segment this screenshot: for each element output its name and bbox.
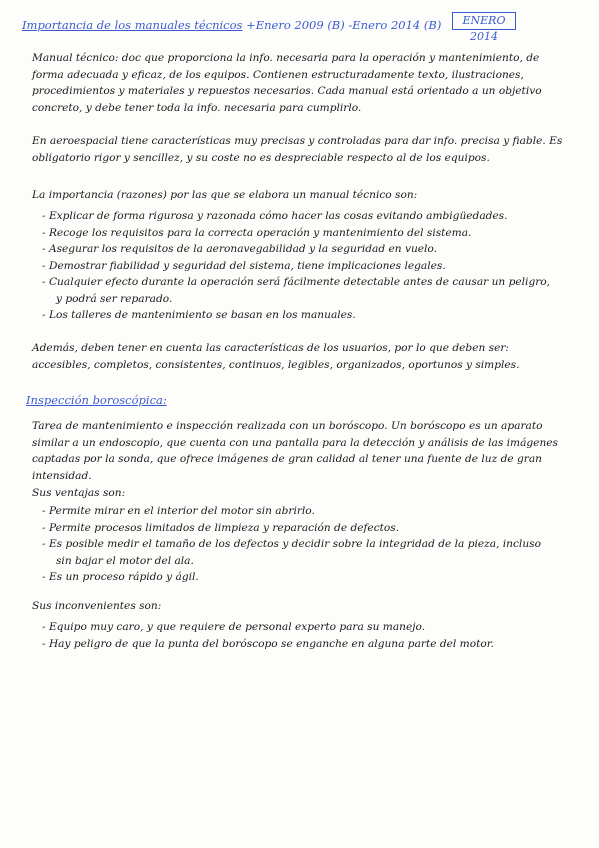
section-title: Inspección boroscópica: xyxy=(26,393,167,407)
intro-paragraph-1: Manual técnico: doc que proporciona la info. necesaria para la operación y mantenimiento, de forma adecuada y eficaz, de los equipos. Contienen estructuradamente texto, ilustraciones, procedimientos y materiales y repuestos necesarios. Cada manual está orientado a un objetivo concreto, y debe tener toda la info. necesaria para cumplirlo. xyxy=(32,52,542,114)
page-header xyxy=(22,18,441,32)
list-item: - Permite mirar en el interior del motor sin abrirlo. xyxy=(42,505,315,517)
list-item: - Cualquier efecto durante la operación será fácilmente detectable antes de causar un peligro, xyxy=(42,276,551,288)
list-item: - Es posible medir el tamaño de los defectos y decidir sobre la integridad de la pieza, incluso xyxy=(42,538,541,550)
closing-paragraph: Además, deben tener en cuenta las características de los usuarios, por lo que deben ser: accesibles, completos, consistentes, continuos, legibles, organizados, oportunos y simples. xyxy=(32,342,520,371)
list-item: - Equipo muy caro, y que requiere de personal experto para su manejo. xyxy=(42,621,426,633)
exam-references: +Enero 2009 (B) -Enero 2014 (B) xyxy=(246,18,442,32)
borescope-paragraph: Tarea de mantenimiento e inspección realizada con un boróscopo. Un boróscopo es un aparato similar a un endoscopio, que cuenta con una pantalla para la detección y análisis de las imágenes captadas por la sonda, que ofrece imágenes de gran calidad al tener una fuente de luz de gran intensidad. xyxy=(32,420,558,482)
reasons-list xyxy=(42,208,572,324)
date-label: ENERO 2014 xyxy=(452,12,516,30)
list-item: - Los talleres de mantenimiento se basan en los manuales. xyxy=(42,309,356,321)
page-title: Importancia de los manuales técnicos xyxy=(22,18,243,32)
advantages-title: Sus ventajas son: xyxy=(32,487,126,499)
list-item: y podrá ser reparado. xyxy=(56,292,173,305)
disadvantages-list xyxy=(42,619,572,652)
list-item: - Es un proceso rápido y ágil. xyxy=(42,571,199,583)
list-item: - Asegurar los requisitos de la aeronavegabilidad y la seguridad en vuelo. xyxy=(42,243,437,255)
list-item: sin bajar el motor del ala. xyxy=(56,554,194,567)
list-item: - Permite procesos limitados de limpieza y reparación de defectos. xyxy=(42,521,400,534)
intro-paragraph-3: La importancia (razones) por las que se elabora un manual técnico son: xyxy=(32,189,418,201)
advantages-list xyxy=(42,503,572,586)
list-item: - Recoge los requisitos para la correcta operación y mantenimiento del sistema. xyxy=(42,226,472,239)
list-item: - Explicar de forma rigurosa y razonada cómo hacer las cosas evitando ambigüedades. xyxy=(42,210,508,222)
intro-paragraph-2: En aeroespacial tiene características muy precisas y controladas para dar info. precisa y fiable. Es obligatorio rigor y sencillez, y su coste no es despreciable respecto al de los equipos. xyxy=(32,135,563,164)
list-item: - Demostrar fiabilidad y seguridad del sistema, tiene implicaciones legales. xyxy=(42,259,446,272)
list-item: - Hay peligro de que la punta del boróscopo se enganche en alguna parte del motor. xyxy=(42,637,494,650)
disadvantages-title: Sus inconvenientes son: xyxy=(32,600,162,612)
